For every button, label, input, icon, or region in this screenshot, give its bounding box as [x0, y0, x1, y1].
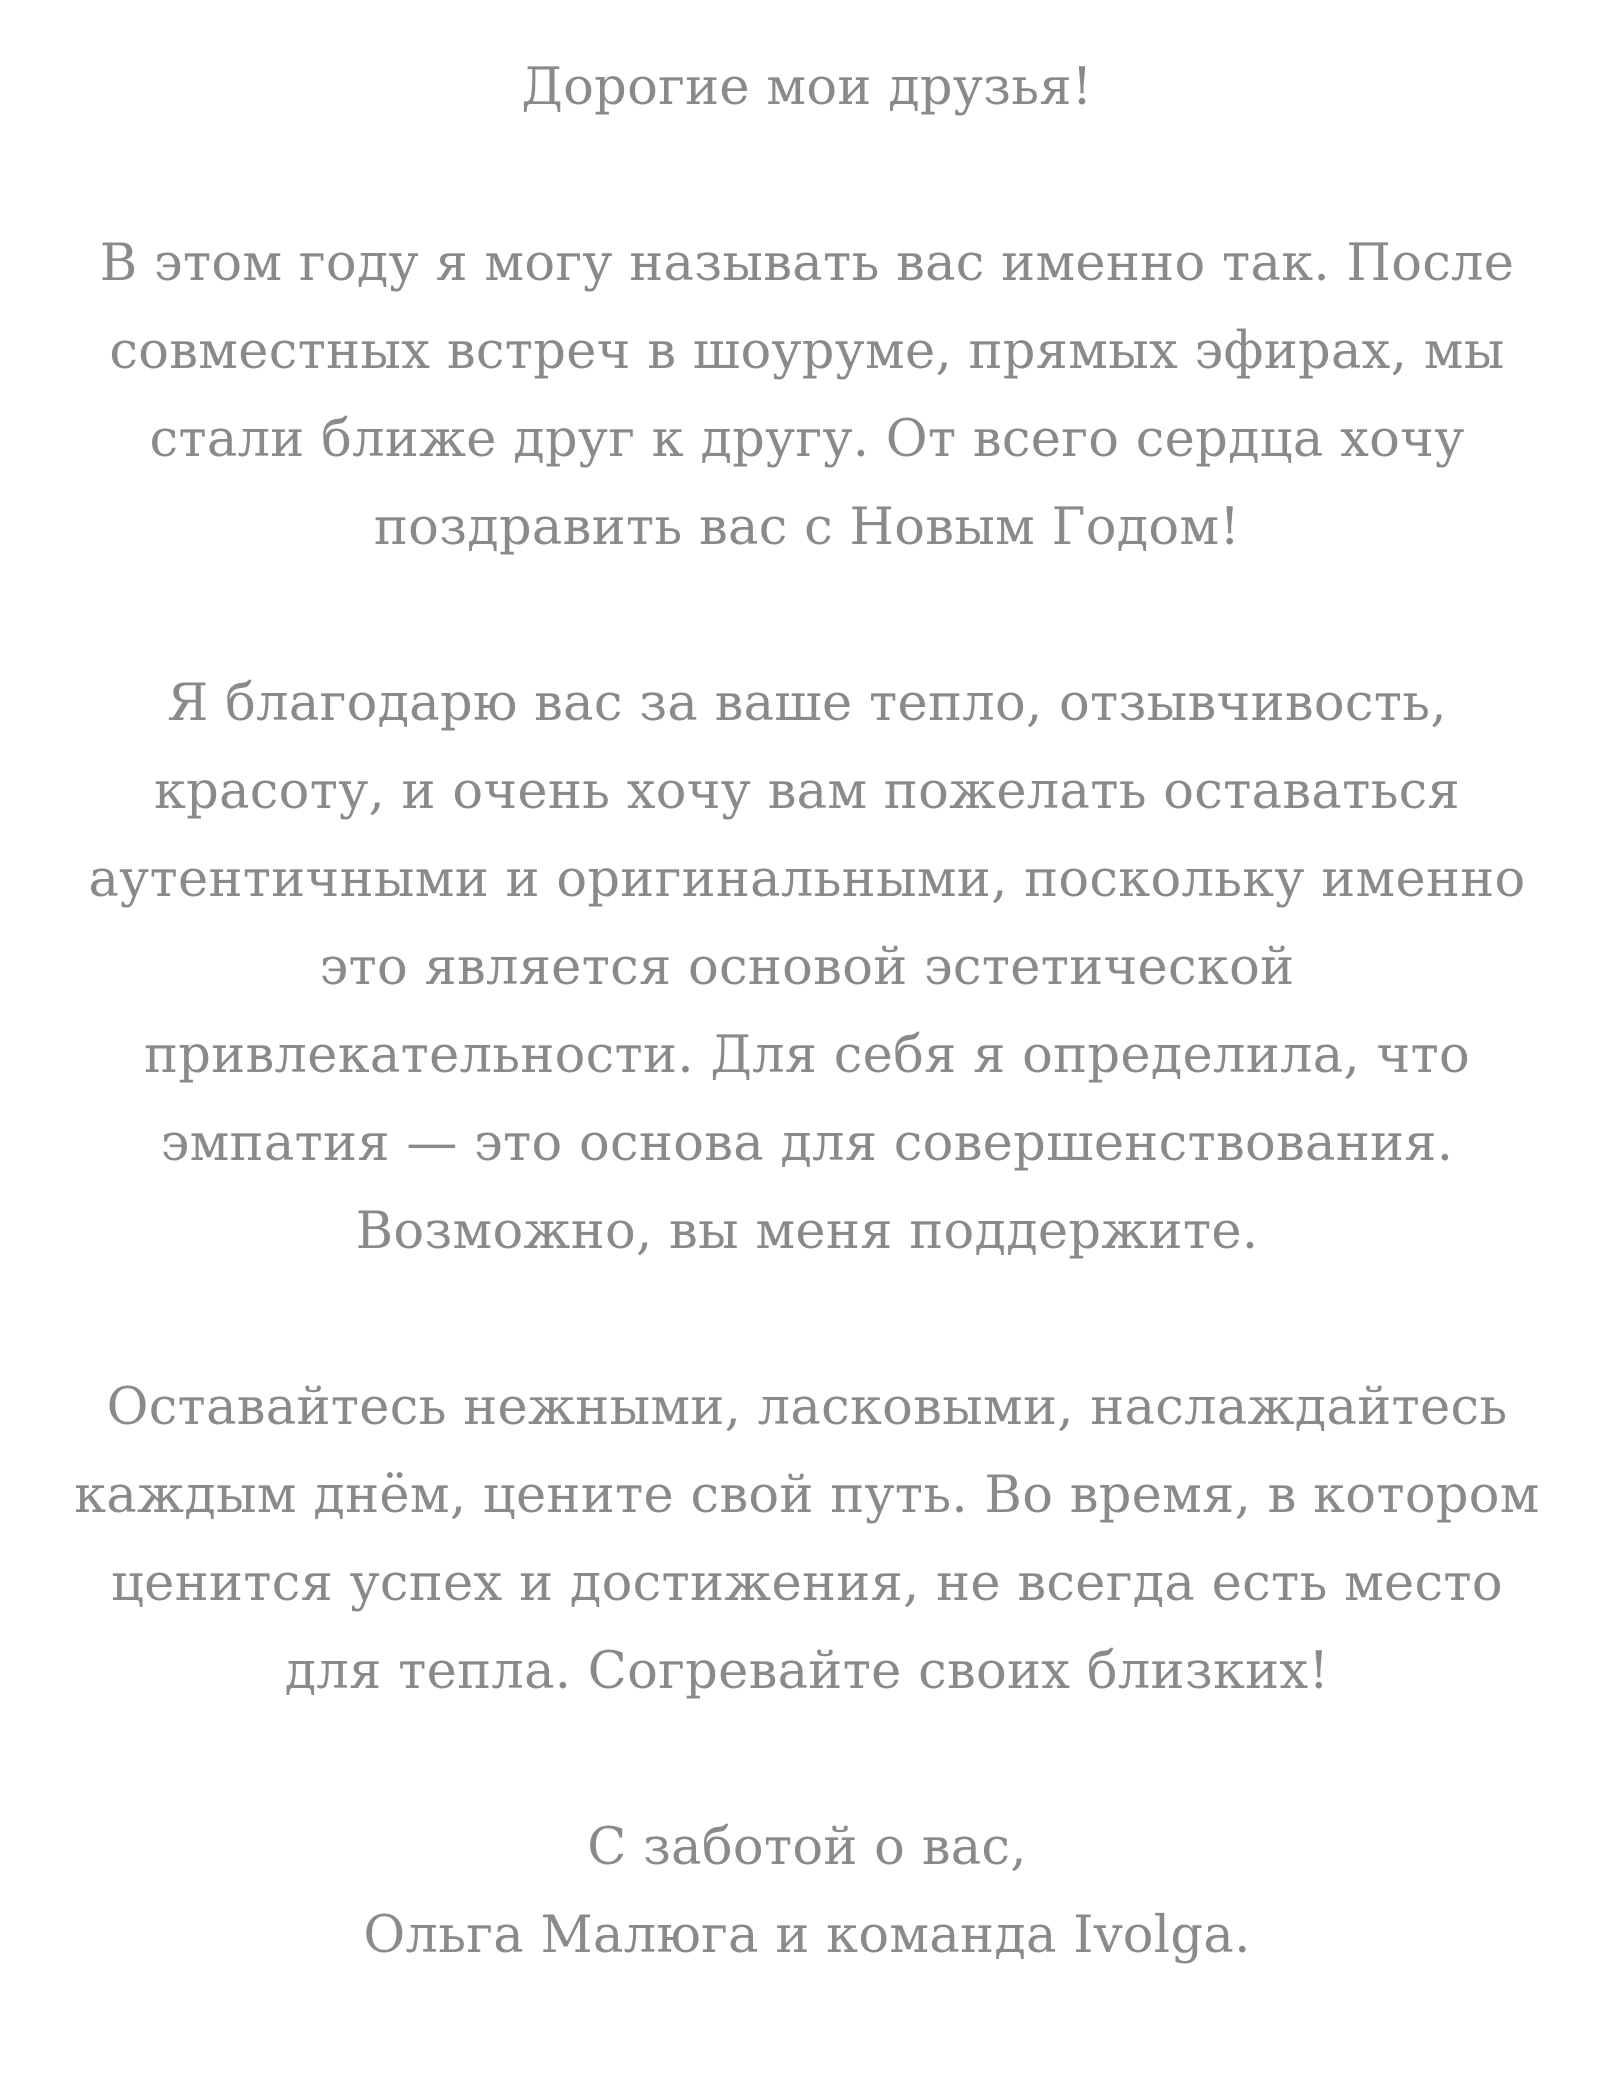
closing-line: С заботой о вас,	[587, 1818, 1027, 1877]
paragraph-line: ценится успех и достижения, не всегда есть место	[111, 1554, 1503, 1613]
paragraph-wishes	[20, 1364, 1594, 1716]
paragraph-line: поздравить вас с Новым Годом!	[373, 498, 1241, 557]
paragraph-line: Возможно, вы меня поддержите.	[355, 1202, 1259, 1261]
paragraph-new-year-greeting	[20, 220, 1594, 572]
paragraph-line: Оставайтесь нежными, ласковыми, наслаждайтесь	[106, 1378, 1508, 1437]
paragraph-line: стали ближе друг к другу. От всего сердца хочу	[149, 410, 1465, 469]
paragraph-line: аутентичными и оригинальными, поскольку именно	[88, 850, 1526, 909]
paragraph-line: привлекательности. Для себя я определила, что	[144, 1026, 1470, 1085]
signature	[20, 1804, 1594, 1980]
paragraph-line: Я благодарю вас за ваше тепло, отзывчивость,	[167, 674, 1447, 733]
greeting	[20, 44, 1594, 132]
paragraph-line: каждым днём, цените свой путь. Во время, в котором	[74, 1466, 1540, 1525]
paragraph-line: это является основой эстетической	[319, 938, 1295, 997]
paragraph-gratitude	[20, 660, 1594, 1276]
paragraph-line: В этом году я могу называть вас именно так. После	[99, 234, 1515, 293]
paragraph-line: красоту, и очень хочу вам пожелать оставаться	[153, 762, 1461, 821]
paragraph-line: для тепла. Согревайте своих близких!	[284, 1642, 1330, 1701]
signature-name: Ольга Малюга и команда Ivolga.	[363, 1906, 1251, 1965]
paragraph-line: эмпатия — это основа для совершенствования.	[160, 1114, 1454, 1173]
paragraph-line: совместных встреч в шоуруме, прямых эфирах, мы	[109, 322, 1505, 381]
greeting-line: Дорогие мои друзья!	[521, 58, 1093, 117]
